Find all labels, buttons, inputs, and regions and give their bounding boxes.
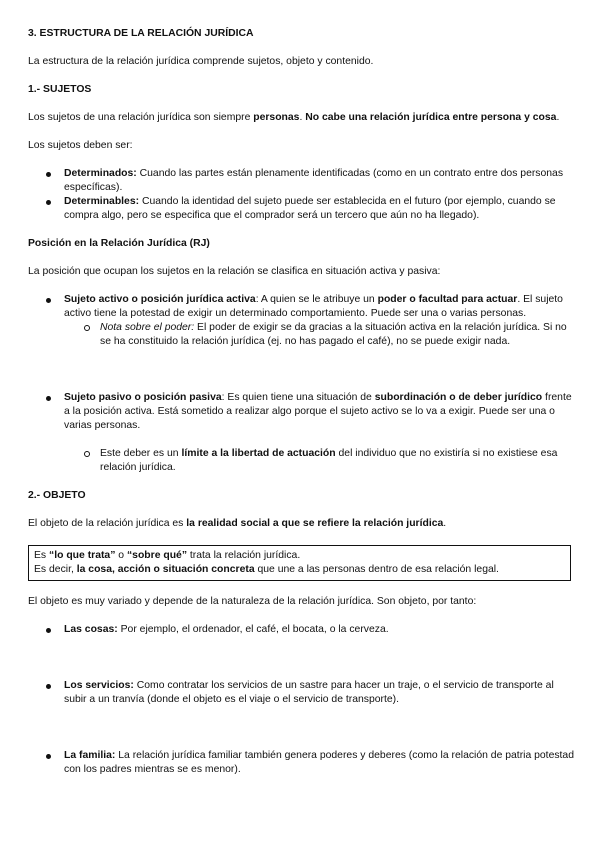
bullet-icon xyxy=(46,172,51,177)
objeto-cosas-list xyxy=(28,623,576,637)
sujetos-deben-ser: Los sujetos deben ser: xyxy=(28,140,133,151)
list-item: Los servicios: Como contratar los servicios de un sastre para hacer un traje, o el servicio de transporte al subir a un tranvía (donde el objeto es el viaje o el servicio de transporte). xyxy=(28,679,576,707)
bullet-icon xyxy=(46,684,51,689)
bullet-icon xyxy=(46,200,51,205)
list-item: Determinables: Cuando la identidad del sujeto puede ser establecida en el futuro (por ejemplo, cuando se compra algo, pero se especifica que el comprador será un tercero que aún no ha llegado). xyxy=(28,195,576,223)
sujetos-list xyxy=(28,167,576,223)
bullet-icon xyxy=(46,396,51,401)
list-item: Las cosas: Por ejemplo, el ordenador, el café, el bocata, o la cerveza. xyxy=(28,623,576,637)
nota-list xyxy=(28,321,576,349)
list-item: La familia: La relación jurídica familiar también genera poderes y deberes (como la relación de patria potestad con los padres mientras se es menor). xyxy=(28,749,576,777)
box-line-1: Es “lo que trata” o “sobre qué” trata la relación jurídica. xyxy=(34,550,301,561)
list-item: Nota sobre el poder: El poder de exigir se da gracias a la situación activa en la relación jurídica. Si no se ha constituido la relación jurídica (ej. no has pagado el café), no se puede exigir nada. xyxy=(28,321,576,349)
document-page xyxy=(28,27,576,777)
posicion-list xyxy=(28,293,576,321)
list-item: Este deber es un límite a la libertad de actuación del individuo que no existiría si no existiese esa relación jurídica. xyxy=(28,447,576,475)
posicion-paragraph: La posición que ocupan los sujetos en la relación se clasifica en situación activa y pasiva: xyxy=(28,266,441,277)
objeto-heading: 2.- OBJETO xyxy=(28,490,86,501)
section-title: 3. ESTRUCTURA DE LA RELACIÓN JURÍDICA xyxy=(28,28,254,39)
box-line-2: Es decir, la cosa, acción o situación concreta que une a las personas dentro de esa relación legal. xyxy=(34,564,499,575)
posicion-heading: Posición en la Relación Jurídica (RJ) xyxy=(28,238,210,249)
bullet-icon xyxy=(46,298,51,303)
list-item: Sujeto activo o posición jurídica activa: A quien se le atribuye un poder o facultad para actuar. El sujeto activo tiene la potestad de exigir un determinado comportamiento. Puede ser una o varias personas. xyxy=(28,293,576,321)
circle-bullet-icon xyxy=(84,451,90,457)
objeto-familia-list xyxy=(28,749,576,777)
list-item: Sujeto pasivo o posición pasiva: Es quien tiene una situación de subordinación o de deber jurídico frente a la posición activa. Está sometido a realizar algo porque el sujeto activo se lo va a exigir. Puede ser una o varias personas. xyxy=(28,391,576,433)
list-item: Determinados: Cuando las partes están plenamente identificadas (como en un contrato entre dos personas específicas). xyxy=(28,167,576,195)
circle-bullet-icon xyxy=(84,325,90,331)
objeto-variado-paragraph: El objeto es muy variado y depende de la naturaleza de la relación jurídica. Son objeto, por tanto: xyxy=(28,596,477,607)
pasivo-list xyxy=(28,391,576,433)
deber-list xyxy=(28,447,576,475)
intro-paragraph: La estructura de la relación jurídica comprende sujetos, objeto y contenido. xyxy=(28,56,374,67)
sujetos-paragraph: Los sujetos de una relación jurídica son siempre personas. No cabe una relación jurídica entre persona y cosa. xyxy=(28,112,560,123)
bullet-icon xyxy=(46,628,51,633)
objeto-definition-box xyxy=(28,545,571,581)
bullet-icon xyxy=(46,754,51,759)
objeto-paragraph: El objeto de la relación jurídica es la realidad social a que se refiere la relación jurídica. xyxy=(28,518,447,529)
sujetos-heading: 1.- SUJETOS xyxy=(28,84,92,95)
objeto-servicios-list xyxy=(28,679,576,707)
